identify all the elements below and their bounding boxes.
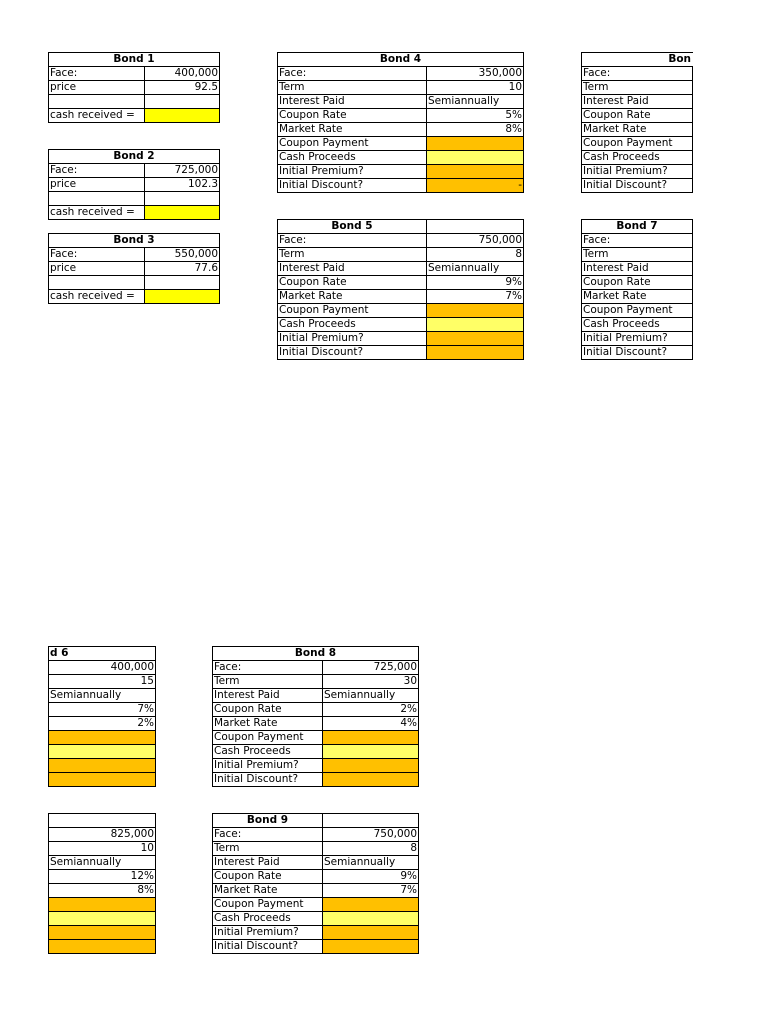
market-rate-value[interactable]: 4% [323, 717, 419, 731]
bond-bottom-left-table [48, 813, 156, 954]
bond-top-right-title: Bon [582, 53, 694, 67]
market-rate-label[interactable]: Market Rate [582, 290, 693, 304]
initial-discount-input[interactable]: - [427, 179, 524, 193]
initial-discount-label[interactable]: Initial Discount? [582, 346, 693, 360]
term-label[interactable]: Term [213, 675, 323, 689]
interest-paid-value[interactable]: Semiannually [427, 95, 524, 109]
initial-premium-input[interactable] [323, 926, 419, 940]
coupon-payment-label[interactable]: Coupon Payment [213, 898, 323, 912]
coupon-rate-label[interactable]: Coupon Rate [213, 703, 323, 717]
bond-3-title: Bond 3 [49, 234, 220, 248]
bond-4-table [277, 52, 524, 193]
coupon-rate-label[interactable]: Coupon Rate [213, 870, 323, 884]
initial-discount-label[interactable]: Initial Discount? [213, 940, 323, 954]
cash-received-input[interactable] [145, 206, 220, 220]
coupon-payment-label[interactable]: Coupon Payment [278, 137, 427, 151]
cash-proceeds-input[interactable] [427, 151, 524, 165]
bond-8-title: Bond 8 [213, 647, 419, 661]
interest-paid-value[interactable]: Semiannually [323, 856, 419, 870]
initial-premium-label[interactable]: Initial Premium? [278, 332, 427, 346]
blank-cell[interactable] [49, 276, 145, 290]
price-label[interactable]: price [49, 81, 145, 95]
face-label[interactable]: Face: [582, 234, 693, 248]
coupon-rate-label[interactable]: Coupon Rate [582, 276, 693, 290]
interest-paid-label[interactable]: Interest Paid [278, 262, 427, 276]
cash-proceeds-input[interactable] [49, 912, 156, 926]
cash-received-label[interactable]: cash received = [49, 109, 145, 123]
face-value[interactable]: 825,000 [49, 828, 156, 842]
interest-paid-label[interactable]: Interest Paid [582, 262, 693, 276]
market-rate-value[interactable]: 7% [323, 884, 419, 898]
face-label[interactable]: Face: [278, 234, 427, 248]
cash-proceeds-input[interactable] [323, 912, 419, 926]
market-rate-label[interactable]: Market Rate [213, 717, 323, 731]
cash-received-input[interactable] [145, 109, 220, 123]
face-value[interactable]: 400,000 [49, 661, 156, 675]
face-value[interactable]: 750,000 [427, 234, 524, 248]
face-label[interactable]: Face: [213, 828, 323, 842]
initial-premium-label[interactable]: Initial Premium? [213, 926, 323, 940]
bond-2-table [48, 149, 220, 220]
initial-discount-label[interactable]: Initial Discount? [213, 773, 323, 787]
coupon-payment-input[interactable] [693, 137, 694, 151]
initial-discount-label[interactable]: Initial Discount? [582, 179, 693, 193]
initial-premium-input[interactable] [49, 759, 156, 773]
face-value[interactable]: 750,000 [323, 828, 419, 842]
initial-premium-label[interactable]: Initial Premium? [582, 332, 693, 346]
term-value[interactable] [693, 81, 694, 95]
bond-top-right-table [581, 52, 693, 193]
interest-paid-label[interactable]: Interest Paid [213, 856, 323, 870]
term-label[interactable]: Term [582, 248, 693, 262]
coupon-rate-value[interactable]: 7% [49, 703, 156, 717]
term-label[interactable]: Term [582, 81, 693, 95]
coupon-rate-value[interactable] [693, 109, 694, 123]
cash-proceeds-label[interactable]: Cash Proceeds [582, 318, 693, 332]
bond-9-title: Bond 9 [213, 814, 323, 828]
blank-cell[interactable] [49, 95, 145, 109]
blank-cell[interactable] [145, 276, 220, 290]
face-value[interactable]: 550,000 [145, 248, 220, 262]
blank-cell[interactable] [323, 814, 419, 828]
bond-6-table [48, 646, 156, 787]
bond-3-table [48, 233, 220, 304]
interest-paid-value[interactable]: Semiannually [323, 689, 419, 703]
term-value[interactable]: 10 [427, 81, 524, 95]
bond-1-table [48, 52, 220, 123]
price-value[interactable]: 77.6 [145, 262, 220, 276]
blank-cell[interactable] [427, 220, 524, 234]
coupon-payment-input[interactable] [49, 731, 156, 745]
coupon-rate-value[interactable]: 12% [49, 870, 156, 884]
blank-cell[interactable] [145, 192, 220, 206]
blank-title-cell [49, 814, 156, 828]
initial-discount-label[interactable]: Initial Discount? [278, 346, 427, 360]
blank-cell[interactable] [49, 192, 145, 206]
bond-7-table [581, 219, 693, 360]
coupon-rate-label[interactable]: Coupon Rate [278, 109, 427, 123]
bond-top-right-clip [581, 52, 693, 194]
face-value[interactable] [693, 67, 694, 81]
initial-premium-label[interactable]: Initial Premium? [278, 165, 427, 179]
cash-received-input[interactable] [145, 290, 220, 304]
face-label[interactable]: Face: [213, 661, 323, 675]
coupon-payment-label[interactable]: Coupon Payment [582, 137, 693, 151]
term-value[interactable]: 30 [323, 675, 419, 689]
interest-paid-value[interactable]: Semiannually [427, 262, 524, 276]
interest-paid-value[interactable] [693, 95, 694, 109]
cash-received-label[interactable]: cash received = [49, 206, 145, 220]
initial-discount-input[interactable] [49, 940, 156, 954]
price-label[interactable]: price [49, 262, 145, 276]
market-rate-value[interactable] [693, 123, 694, 137]
face-label[interactable]: Face: [49, 67, 145, 81]
interest-paid-value[interactable]: Semiannually [49, 856, 156, 870]
face-label[interactable]: Face: [49, 248, 145, 262]
cash-proceeds-label[interactable]: Cash Proceeds [278, 151, 427, 165]
face-value[interactable]: 725,000 [145, 164, 220, 178]
bond-9-table [212, 813, 419, 954]
market-rate-label[interactable]: Market Rate [582, 123, 693, 137]
interest-paid-value[interactable]: Semiannually [49, 689, 156, 703]
term-value[interactable]: 8 [427, 248, 524, 262]
price-value[interactable]: 92.5 [145, 81, 220, 95]
face-label[interactable]: Face: [278, 67, 427, 81]
bond-1-title: Bond 1 [49, 53, 220, 67]
term-value[interactable]: 10 [49, 842, 156, 856]
bond-5-title: Bond 5 [278, 220, 427, 234]
interest-paid-label[interactable]: Interest Paid [213, 689, 323, 703]
market-rate-value[interactable]: 8% [49, 884, 156, 898]
market-rate-value[interactable]: 8% [427, 123, 524, 137]
coupon-rate-label[interactable]: Coupon Rate [278, 276, 427, 290]
bond-2-title: Bond 2 [49, 150, 220, 164]
face-label[interactable]: Face: [49, 164, 145, 178]
bond-7-clip [581, 219, 693, 361]
cash-proceeds-label[interactable]: Cash Proceeds [213, 912, 323, 926]
term-label[interactable]: Term [213, 842, 323, 856]
price-label[interactable]: price [49, 178, 145, 192]
interest-paid-label[interactable]: Interest Paid [278, 95, 427, 109]
initial-discount-input[interactable] [427, 346, 524, 360]
coupon-rate-value[interactable]: 9% [427, 276, 524, 290]
coupon-rate-value[interactable]: 5% [427, 109, 524, 123]
coupon-rate-value[interactable]: 2% [323, 703, 419, 717]
term-label[interactable]: Term [278, 248, 427, 262]
coupon-rate-value[interactable]: 9% [323, 870, 419, 884]
coupon-payment-input[interactable] [323, 731, 419, 745]
market-rate-value[interactable]: 7% [427, 290, 524, 304]
bond-5-table [277, 219, 524, 360]
interest-paid-label[interactable]: Interest Paid [582, 95, 693, 109]
cash-proceeds-label[interactable]: Cash Proceeds [213, 745, 323, 759]
initial-premium-input[interactable] [49, 926, 156, 940]
blank-cell[interactable] [145, 95, 220, 109]
coupon-payment-label[interactable]: Coupon Payment [213, 731, 323, 745]
cash-proceeds-input[interactable] [323, 745, 419, 759]
cash-received-label[interactable]: cash received = [49, 290, 145, 304]
cash-proceeds-input[interactable] [693, 151, 694, 165]
term-value[interactable]: 15 [49, 675, 156, 689]
market-rate-value[interactable]: 2% [49, 717, 156, 731]
initial-premium-input[interactable] [323, 759, 419, 773]
initial-premium-input[interactable] [427, 165, 524, 179]
bond-7-title: Bond 7 [582, 220, 693, 234]
price-value[interactable]: 102.3 [145, 178, 220, 192]
initial-discount-label[interactable]: Initial Discount? [278, 179, 427, 193]
initial-premium-label[interactable]: Initial Premium? [213, 759, 323, 773]
coupon-payment-label[interactable]: Coupon Payment [582, 304, 693, 318]
face-value[interactable]: 350,000 [427, 67, 524, 81]
initial-premium-input[interactable] [427, 332, 524, 346]
coupon-payment-input[interactable] [427, 137, 524, 151]
face-value[interactable]: 400,000 [145, 67, 220, 81]
market-rate-label[interactable]: Market Rate [278, 123, 427, 137]
cash-proceeds-input[interactable] [49, 745, 156, 759]
market-rate-label[interactable]: Market Rate [278, 290, 427, 304]
bond-6-title: d 6 [49, 647, 156, 661]
initial-discount-input[interactable] [323, 940, 419, 954]
face-value[interactable]: 725,000 [323, 661, 419, 675]
coupon-payment-input[interactable] [427, 304, 524, 318]
initial-premium-input[interactable] [693, 165, 694, 179]
term-value[interactable]: 8 [323, 842, 419, 856]
bond-8-table [212, 646, 419, 787]
initial-discount-input[interactable] [49, 773, 156, 787]
bond-4-title: Bond 4 [278, 53, 524, 67]
market-rate-label[interactable]: Market Rate [213, 884, 323, 898]
cash-proceeds-label[interactable]: Cash Proceeds [582, 151, 693, 165]
coupon-payment-input[interactable] [49, 898, 156, 912]
face-label[interactable]: Face: [582, 67, 693, 81]
initial-discount-input[interactable] [323, 773, 419, 787]
coupon-rate-label[interactable]: Coupon Rate [582, 109, 693, 123]
term-label[interactable]: Term [278, 81, 427, 95]
initial-premium-label[interactable]: Initial Premium? [582, 165, 693, 179]
coupon-payment-label[interactable]: Coupon Payment [278, 304, 427, 318]
initial-discount-input[interactable] [693, 179, 694, 193]
cash-proceeds-label[interactable]: Cash Proceeds [278, 318, 427, 332]
cash-proceeds-input[interactable] [427, 318, 524, 332]
coupon-payment-input[interactable] [323, 898, 419, 912]
